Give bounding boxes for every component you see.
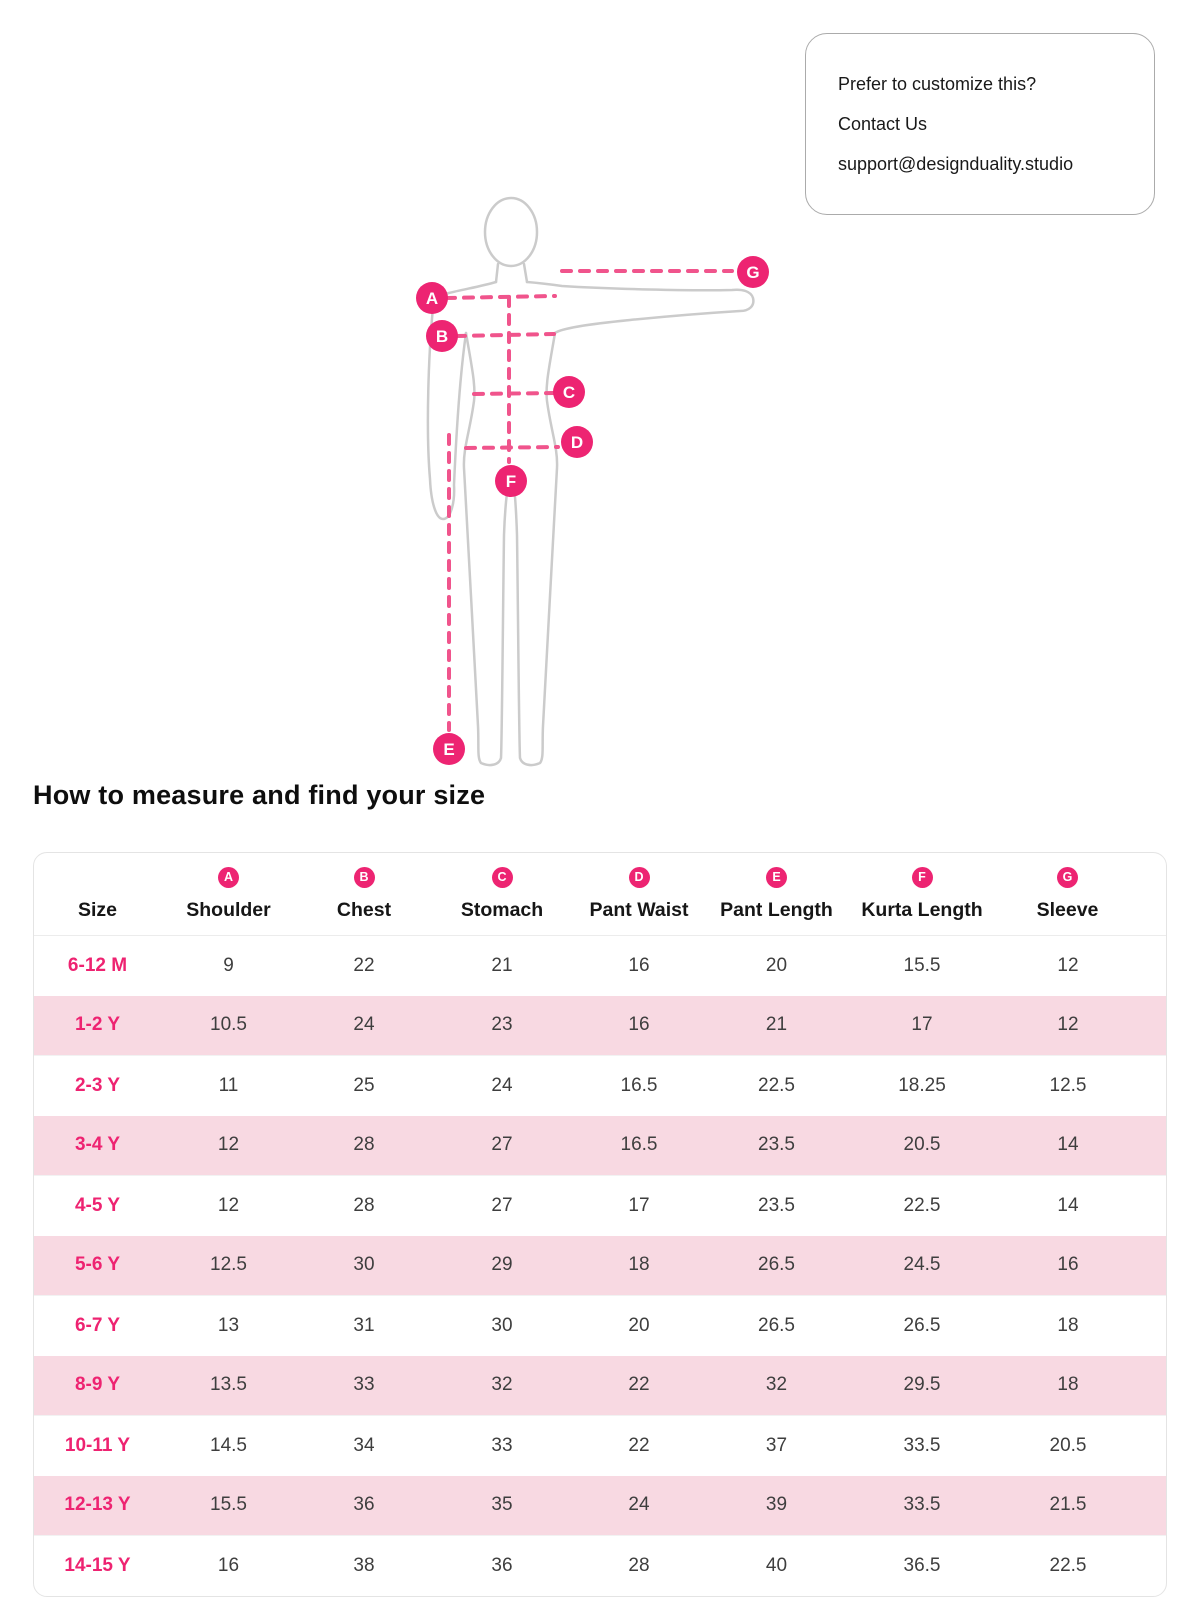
measurement-value: 22 [628,1374,650,1396]
measurement-value: 9 [223,954,234,976]
size-label: 10-11 Y [64,1434,131,1456]
measurement-value: 30 [491,1314,513,1336]
column-label: Stomach [460,899,544,921]
measurement-value: 12 [1057,1014,1079,1036]
column-letter-badge: E [766,867,787,888]
measurement-value: 39 [765,1494,788,1516]
column-header-sleeve [997,853,1167,936]
measurement-value: 20.5 [903,1134,941,1156]
column-header-pant-waist [572,853,706,936]
measurement-value: 31 [353,1314,375,1336]
size-label: 3-4 Y [74,1134,121,1156]
measurement-value: 24 [628,1494,650,1516]
table-row [34,1536,1167,1596]
measurement-value: 10.5 [210,1014,247,1036]
measurement-value: 25 [353,1074,375,1096]
measurement-value: 38 [353,1554,375,1576]
measurement-value: 36 [353,1494,375,1516]
measurement-value: 22.5 [903,1194,941,1216]
size-label: 6-7 Y [74,1314,121,1336]
column-label: Shoulder [186,899,271,921]
size-label: 12-13 Y [64,1494,131,1516]
measurement-value: 27 [491,1134,513,1156]
column-letter-badge: A [218,867,239,888]
column-header-stomach [432,853,572,936]
table-row [34,1476,1167,1536]
measurement-value: 37 [765,1434,788,1456]
measurement-value: 33 [353,1374,375,1396]
measurement-value: 16 [628,954,650,976]
table-row [34,936,1167,996]
measurement-value: 24 [353,1014,375,1036]
measurement-value: 26.5 [903,1314,941,1336]
marker-g-badge [737,256,769,288]
measurement-value: 28 [628,1554,650,1576]
diagram-markers [416,256,769,765]
measurement-value: 20 [765,954,788,976]
measurement-value: 30 [353,1254,375,1276]
measurement-value: 14 [1057,1134,1079,1156]
measurement-value: 32 [491,1374,513,1396]
contact-us-link[interactable]: Contact Us [838,114,928,134]
column-letter-badge: F [912,867,933,888]
measurement-value: 16 [217,1554,240,1576]
size-label: 4-5 Y [74,1194,121,1216]
callout-title: Prefer to customize this? [838,74,1037,94]
measurement-value: 33 [491,1434,513,1456]
column-label: Size [77,899,118,921]
measurement-value: 18 [1057,1314,1079,1336]
size-chart-container [33,852,1167,1597]
marker-f-badge [495,465,527,497]
table-row [34,1236,1167,1296]
table-row [34,1056,1167,1116]
measurement-value: 23.5 [758,1134,795,1156]
measurement-value: 36.5 [903,1554,941,1576]
measurement-value: 33.5 [903,1494,941,1516]
column-letter-badge: G [1057,867,1078,888]
column-header-kurta-length [847,853,997,936]
support-email[interactable]: support@designduality.studio [838,154,1074,174]
column-header-chest [296,853,432,936]
measurement-value: 23.5 [758,1194,795,1216]
column-label: Kurta Length [861,899,983,921]
column-label: Pant Waist [589,899,689,921]
column-label: Chest [336,899,392,921]
measurement-value: 12.5 [210,1254,247,1276]
measurement-value: 21 [491,954,513,976]
table-row [34,996,1167,1056]
column-letter-badge: C [492,867,513,888]
size-label: 5-6 Y [74,1254,121,1276]
measurement-value: 12 [217,1194,240,1216]
measurement-value: 24 [491,1074,513,1096]
measurement-value: 21 [765,1014,788,1036]
measurement-value: 12.5 [1049,1074,1087,1096]
measurement-value: 13.5 [210,1374,247,1396]
marker-g-letter: G [746,263,760,282]
measurement-value: 22 [628,1434,650,1456]
measurement-value: 16 [628,1014,650,1036]
measurement-value: 22.5 [758,1074,795,1096]
measurement-value: 18 [1057,1374,1079,1396]
table-row [34,1116,1167,1176]
measurement-value: 14 [1057,1194,1079,1216]
size-label: 14-15 Y [64,1554,131,1576]
marker-d-badge [561,426,593,458]
size-label: 8-9 Y [74,1374,121,1396]
measurement-value: 32 [765,1374,788,1396]
size-label: 6-12 M [67,954,128,976]
measurement-value: 36 [491,1554,513,1576]
measurement-value: 20.5 [1049,1434,1087,1456]
measurement-value: 14.5 [210,1434,247,1456]
size-label: 2-3 Y [74,1074,121,1096]
measurement-value: 24.5 [903,1254,941,1276]
size-label: 1-2 Y [74,1014,121,1036]
measurement-value: 16.5 [620,1074,658,1096]
measurement-value: 16 [1057,1254,1079,1276]
measurement-value: 17 [911,1014,933,1036]
marker-b-badge [426,320,458,352]
column-header-size [34,853,161,936]
measurement-value: 27 [491,1194,513,1216]
measurement-value: 17 [628,1194,650,1216]
table-header-row [34,853,1167,936]
measurement-value: 22 [353,954,375,976]
marker-e-letter: E [443,740,455,759]
measurement-value: 34 [353,1434,375,1456]
marker-f-letter: F [505,472,517,491]
column-header-pant-length [706,853,847,936]
measurement-value: 22.5 [1049,1554,1087,1576]
measurement-value: 29 [491,1254,513,1276]
table-row [34,1296,1167,1356]
measurement-diagram [350,185,780,785]
measurement-value: 15.5 [210,1494,247,1516]
pant-waist-line [466,447,558,448]
size-chart-table [34,853,1167,1596]
measurement-value: 35 [491,1494,513,1516]
measurement-value: 26.5 [758,1314,795,1336]
shoulder-line [446,296,555,298]
measurement-value: 15.5 [903,954,941,976]
measurement-value: 28 [353,1194,375,1216]
marker-d-letter: D [570,433,584,452]
table-row [34,1416,1167,1476]
measurement-value: 29.5 [903,1374,941,1396]
page-title: How to measure and find your size [33,780,486,810]
measurement-value: 11 [218,1074,239,1096]
marker-e-badge [433,733,465,765]
measurement-value: 23 [491,1014,513,1036]
marker-c-letter: C [562,383,576,402]
measurement-value: 21.5 [1049,1494,1087,1516]
measurement-value: 13 [217,1314,240,1336]
marker-a-badge [416,282,448,314]
measurement-value: 40 [765,1554,788,1576]
column-label: Sleeve [1036,899,1099,921]
body-outline-figure [425,198,753,765]
measurement-dashed-lines [446,271,732,730]
measurement-value: 20 [628,1314,650,1336]
measurement-value: 28 [353,1134,375,1156]
measurement-value: 16.5 [620,1134,658,1156]
marker-b-letter: B [435,327,449,346]
measurement-value: 12 [1057,954,1079,976]
table-row [34,1356,1167,1416]
stomach-line [474,393,554,394]
measurement-value: 12 [217,1134,240,1156]
measurement-value: 33.5 [903,1434,941,1456]
column-label: Pant Length [720,899,833,921]
marker-c-badge [553,376,585,408]
column-letter-badge: B [354,867,375,888]
column-letter-badge: D [629,867,650,888]
marker-a-letter: A [425,289,439,308]
measurement-value: 18.25 [898,1074,946,1096]
customize-callout [805,33,1155,215]
table-row [34,1176,1167,1236]
chest-line [456,334,554,336]
measurement-value: 26.5 [758,1254,795,1276]
column-header-shoulder [161,853,296,936]
measurement-value: 18 [628,1254,650,1276]
